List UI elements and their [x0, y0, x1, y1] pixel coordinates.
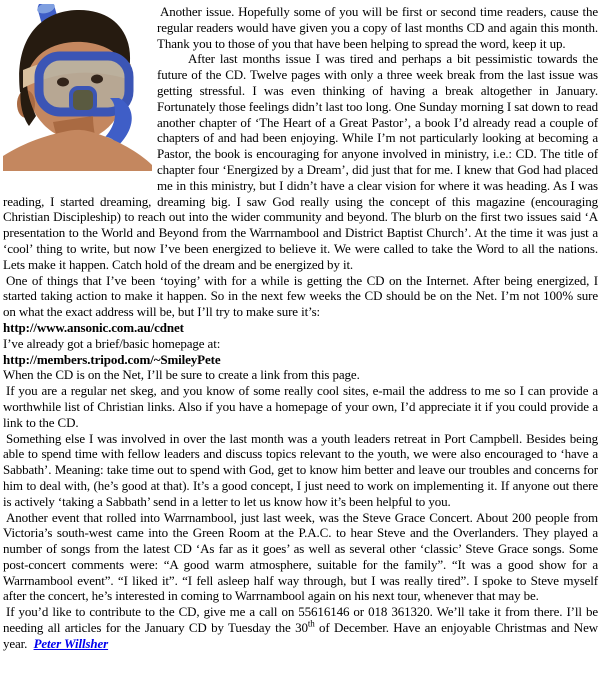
photo-nose-pocket	[71, 88, 95, 112]
line-url-tripod	[3, 352, 598, 368]
line-homepage-note	[3, 336, 598, 352]
photo-eye-right	[91, 75, 103, 84]
line-link-note	[3, 367, 598, 383]
paragraph-text: When the CD is on the Net, I’ll be sure to create a link from this page.	[3, 367, 360, 383]
paragraph-text: Another event that rolled into Warrnambool, just last week, was the Steve Grace Concert. About 200 people from Victoria’s south-west came into the Green Room at the P.A.C. to hear Steve and the Overlanders. They played a number of songs from the latest CD ‘As far as it goes’ as well as several other ‘classic’ Steve Grace songs. Some post-concert comments were: “A good warm atmosphere, suitable for the family”. “It was a good show for a Warrnambool event”. “I liked it”. “I fell asleep half way through, but I was really tired”. I spoke to Steve myself after the concert, he’s interested in coming to Warrnambool again on his next tour, whenever that may be.	[3, 509, 598, 604]
para-contribute	[3, 604, 598, 651]
paragraph-text: Something else I was involved in over the last month was a youth leaders retreat in Port Campbell. Besides being able to spend time with fellow leaders and discuss topics relevant to the youth, we were also encouraged to ‘have a Sabbath’. Meaning: take time out to spend with God, get to know him better and leave our troubles and concerns for him to deal with, (he’s good at that). It’s a good concept, I just need to work on implementing it. If anyone out there is actively ‘taking a Sabbath’ send in a letter to let us know how it’s been helpful to you.	[3, 430, 598, 509]
photo-eye-left	[57, 78, 69, 87]
paragraph-text: I’ve already got a brief/basic homepage at:	[3, 335, 221, 351]
paragraph-text: of December. Have an enjoyable Christmas and New year.	[3, 620, 598, 651]
paragraph-text: One of things that I’ve been ‘toying’ with for a while is getting the CD on the Internet. After being energized, I started taking action to make it happen. So in the next few weeks the CD should be on the Net. I’m not 100% sure on what the exact address will be, but I’ll try to make sure it’s:	[3, 272, 598, 320]
paragraph-text: After last months issue I was tired and perhaps a bit pessimistic towards the future of the CD. Twelve pages with only a three week break from the last issue was getting stressful. I was even thinking of having a break altogether in January. Fortunately those feelings didn’t last too long. One Sunday morning I sat down to read another chapter of ‘The Heart of a Great Pastor’, a book I’d already read a couple of chapters of and had been enjoying. While I’m not particularly looking at becoming a Pastor, the book is encouraging for anyone involved in ministry, i.e.: CD. The title of chapter four ‘Energized by a Dream’, did just that for me. I knew that God had placed me in this ministry, but I didn’t have a clear vision for where it was heading. As I was reading, I started dreaming, dreaming big. I saw God really using the concept of this magazine (encouraging Christian Discipleship) to reach out into the wider community and beyond. The blurb on the first two issues said ‘A presentation to the World and Beyond from the Warrnambool and District Baptist Church’. At the time it was just a ‘cool’ thing to write, but now I’ve been energized to believe it. We were called to take the Word to all the nations. Lets make it happen. Catch hold of the dream and be energized by it.	[3, 51, 598, 272]
paragraph-text: If you are a regular net skeg, and you know of some really cool sites, e-mail the address to me so I can provide a worthwhile list of Christian links. Also if you have a homepage of your own, I’d appreciate it if you could provide a link to the CD.	[3, 383, 598, 430]
snorkel-man-photo	[3, 4, 152, 171]
url-text: http://www.ansonic.com.au/cdnet	[3, 319, 184, 335]
snorkel-man-photo-graphic	[3, 4, 152, 171]
author-signature-link[interactable]: Peter Willsher	[33, 635, 109, 651]
photo-shoulders	[3, 130, 152, 171]
url-text: http://members.tripod.com/~SmileyPete	[3, 351, 221, 367]
para-steve-grace	[3, 510, 598, 605]
paragraph-text: If you’d like to contribute to the CD, give me a call on 55616146 or 018 361320. We’ll take it from there. I’ll be needing all articles for the January CD by Tuesday the 30	[3, 604, 598, 636]
paragraph-text: Another issue. Hopefully some of you will be first or second time readers, cause the regular readers would have given you a copy of last months CD and again this month. Thank you to those of you that have been helping to spread the word, keep it up.	[157, 4, 598, 51]
para-net-skeg	[3, 383, 598, 430]
para-youth-retreat	[3, 431, 598, 510]
ordinal-superscript: th	[307, 618, 315, 629]
para-cd-internet	[3, 273, 598, 320]
line-url-cdnet	[3, 320, 598, 336]
